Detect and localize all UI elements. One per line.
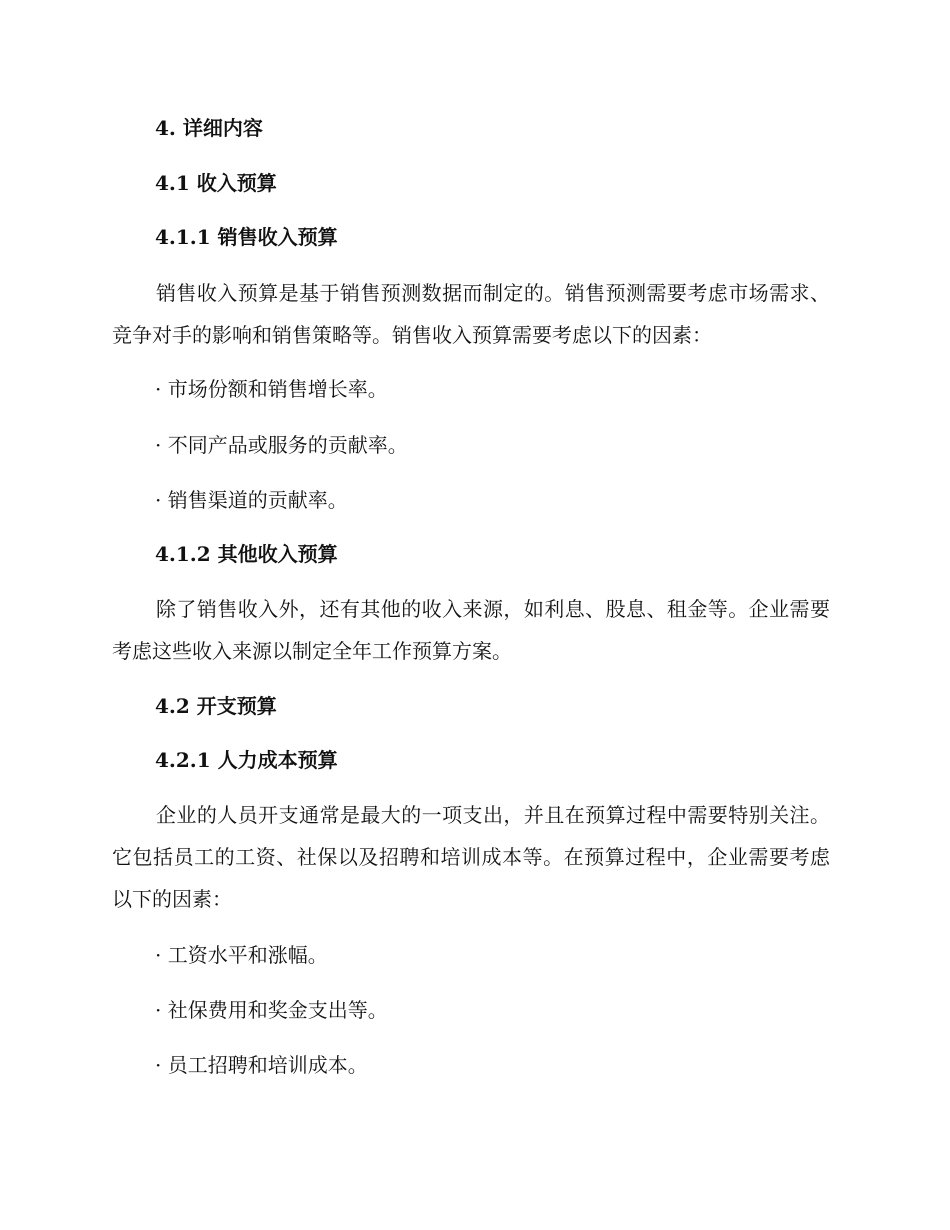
bullet-social-security: · 社保费用和奖金支出等。 <box>155 998 388 1022</box>
heading-4-1: 4.1 收入预算 <box>155 171 277 195</box>
bullet-product-contribution: · 不同产品或服务的贡献率。 <box>155 433 408 457</box>
heading-4: 4. 详细内容 <box>155 116 263 140</box>
bullet-recruit-training: · 员工招聘和培训成本。 <box>155 1053 368 1077</box>
paragraph-sales-income: 销售收入预算是基于销售预测数据而制定的。销售预测需要考虑市场需求、竞争对手的影响和销售策略等。销售收入预算需要考虑以下的因素： <box>112 281 830 347</box>
paragraph-labor-cost: 企业的人员开支通常是最大的一项支出，并且在预算过程中需要特别关注。它包括员工的工资、社保以及招聘和培训成本等。在预算过程中，企业需要考虑以下的因素： <box>112 803 830 911</box>
bullet-market-share: · 市场份额和销售增长率。 <box>155 377 388 401</box>
bullet-channel-contribution: · 销售渠道的贡献率。 <box>155 488 348 512</box>
bullet-wage-level: · 工资水平和涨幅。 <box>155 943 328 967</box>
heading-4-1-2: 4.1.2 其他收入预算 <box>155 542 338 566</box>
paragraph-other-income: 除了销售收入外，还有其他的收入来源，如利息、股息、租金等。企业需要考虑这些收入来源以制定全年工作预算方案。 <box>112 597 830 663</box>
heading-4-2-1: 4.2.1 人力成本预算 <box>155 748 338 772</box>
heading-4-1-1: 4.1.1 销售收入预算 <box>155 225 338 249</box>
heading-4-2: 4.2 开支预算 <box>155 694 277 718</box>
